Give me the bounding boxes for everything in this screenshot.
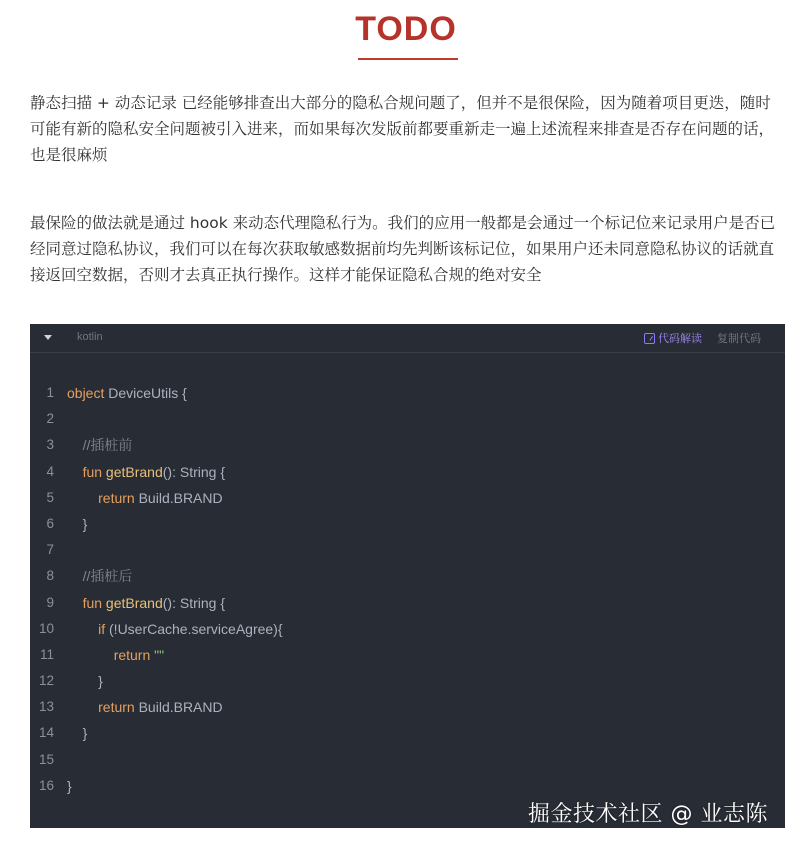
line-number: 4 — [46, 463, 54, 479]
line-code — [67, 616, 283, 642]
code-block — [30, 324, 785, 828]
code-line — [30, 642, 785, 668]
line-code — [67, 432, 132, 458]
code-line — [30, 432, 785, 458]
line-number: 2 — [46, 411, 54, 427]
code-language-label: kotlin — [77, 331, 103, 343]
line-code — [67, 720, 87, 746]
edit-icon — [644, 333, 655, 344]
code-token: } — [98, 673, 103, 690]
line-number: 14 — [38, 725, 54, 741]
line-code — [67, 694, 223, 720]
line-code — [67, 459, 225, 485]
code-token: fun — [82, 594, 103, 611]
code-line — [30, 406, 785, 432]
code-token: return — [98, 489, 135, 506]
code-token: (!UserCache.serviceAgree){ — [105, 620, 283, 637]
line-indent — [67, 647, 114, 663]
line-number: 16 — [38, 777, 54, 793]
code-line — [30, 380, 785, 406]
code-token: return — [98, 699, 135, 716]
line-number: 1 — [46, 385, 54, 400]
code-line — [30, 773, 785, 799]
line-number: 15 — [38, 751, 54, 767]
code-token: fun — [82, 463, 103, 480]
line-indent — [67, 725, 83, 741]
line-indent — [67, 490, 98, 506]
code-token: Build.BRAND — [134, 489, 223, 506]
code-line — [30, 563, 785, 589]
line-indent — [67, 437, 83, 453]
ai-read-button[interactable] — [644, 330, 702, 346]
line-indent — [67, 595, 83, 611]
code-token: if — [98, 620, 106, 637]
code-line — [30, 485, 785, 511]
code-line — [30, 537, 785, 563]
line-indent — [67, 516, 83, 532]
code-token: Build.BRAND — [134, 699, 223, 716]
line-code — [67, 668, 103, 694]
code-line — [30, 590, 785, 616]
line-code — [67, 380, 187, 406]
line-code — [67, 773, 72, 799]
code-line — [30, 720, 785, 746]
line-number: 12 — [38, 673, 54, 689]
line-code — [67, 642, 164, 668]
line-number: 3 — [46, 437, 54, 453]
title-underline — [358, 58, 458, 60]
code-token: object — [67, 385, 105, 401]
code-token: DeviceUtils { — [104, 385, 187, 401]
line-number: 5 — [46, 489, 54, 505]
code-token: return — [113, 646, 151, 663]
line-indent — [67, 699, 98, 715]
code-header — [30, 324, 785, 353]
page-title: TODO — [355, 10, 457, 48]
line-indent — [67, 568, 83, 584]
code-token: } — [82, 725, 88, 742]
collapse-icon[interactable] — [44, 335, 52, 340]
line-code — [67, 563, 132, 589]
watermark: 掘金技术社区 @ 业志陈 — [528, 802, 768, 827]
code-line — [30, 511, 785, 537]
line-code — [67, 485, 223, 511]
paragraph-1: 静态扫描 + 动态记录 已经能够排查出大部分的隐私合规问题了，但并不是很保险，因为随着项目更迭，随时可能有新的隐私安全问题被引入进来，而如果每次发版前都要重新走一遍上述流程来排查是否存在问题的话，也是很麻烦 — [30, 94, 775, 164]
code-token: //插桩后 — [82, 568, 133, 585]
code-token: //插桩前 — [82, 437, 133, 454]
code-line — [30, 694, 785, 720]
code-line — [30, 459, 785, 485]
code-line — [30, 616, 785, 642]
code-token: getBrand — [105, 594, 163, 611]
line-number: 6 — [46, 515, 54, 531]
title-container — [0, 8, 812, 50]
line-number: 9 — [46, 594, 54, 610]
code-token: (): String { — [162, 594, 225, 611]
code-token: } — [67, 777, 72, 794]
code-token: (): String { — [162, 463, 225, 480]
code-line — [30, 668, 785, 694]
code-token: } — [82, 515, 88, 532]
line-indent — [67, 673, 98, 689]
line-indent — [67, 621, 98, 637]
code-token: "" — [154, 646, 165, 663]
line-number: 7 — [46, 542, 54, 558]
line-number: 10 — [38, 620, 54, 636]
copy-code-button[interactable]: 复制代码 — [717, 332, 761, 345]
line-number: 8 — [46, 568, 54, 584]
code-token: getBrand — [105, 463, 163, 480]
line-code — [67, 590, 225, 616]
code-line — [30, 747, 785, 773]
line-indent — [67, 464, 83, 480]
line-number: 13 — [38, 699, 54, 715]
line-number: 11 — [39, 646, 54, 662]
paragraph-2: 最保险的做法就是通过 hook 来动态代理隐私行为。我们的应用一般都是会通过一个标记位来记录用户是否已经同意过隐私协议，我们可以在每次获取敏感数据前均先判断该标记位，如果用户还未同意隐私协议的话就直接返回空数据，否则才去真正执行操作。这样才能保证隐私合规的绝对安全 — [30, 214, 776, 284]
ai-read-label: 代码解读 — [658, 332, 702, 345]
code-lines — [30, 380, 785, 799]
line-code — [67, 511, 87, 537]
